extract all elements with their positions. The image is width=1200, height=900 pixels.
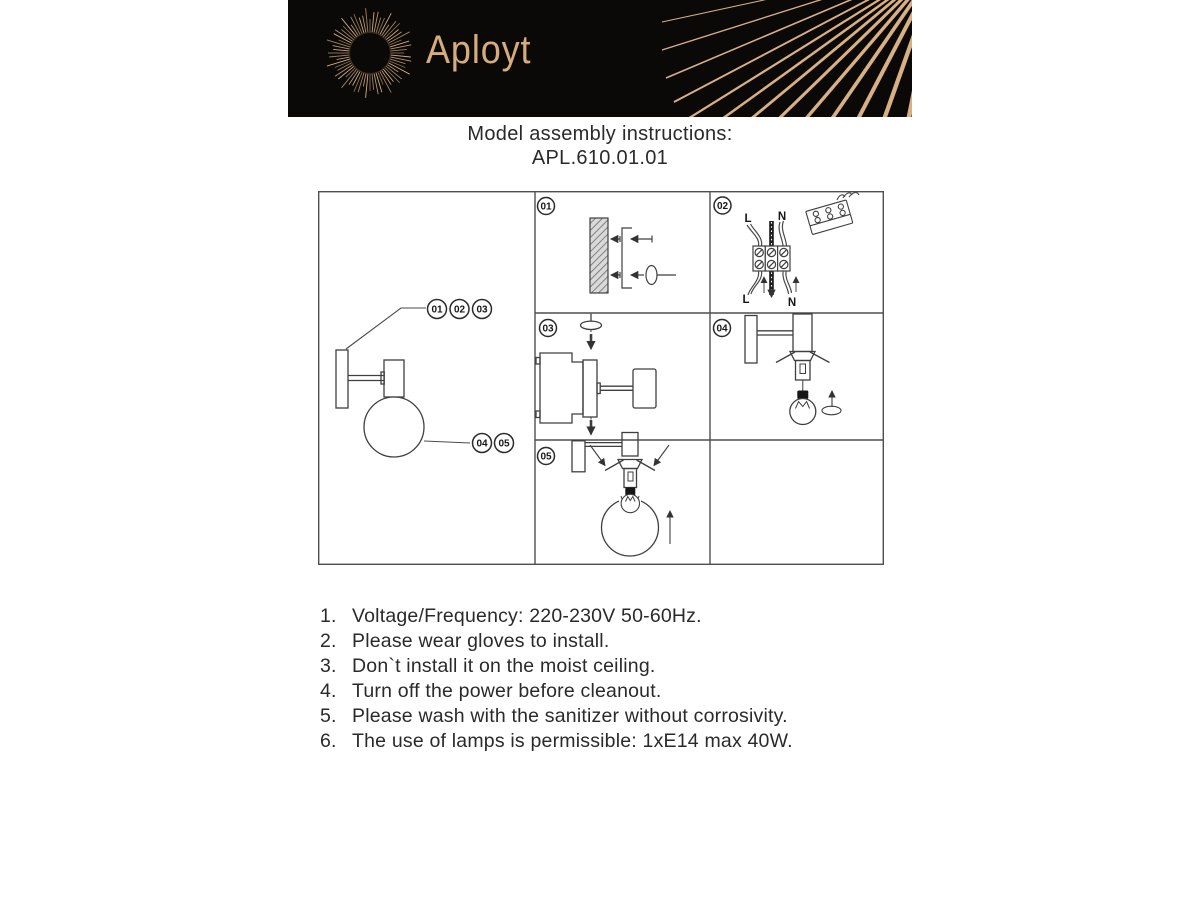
instruction-text: Please wash with the sanitizer without corrosivity. [352,704,788,727]
callout-01 [428,300,447,319]
wire-label-neutral-top: N [777,211,787,223]
wire-label-live-top: L [744,213,752,225]
callout-02 [450,300,469,319]
model-number: APL.610.01.01 [531,146,669,169]
step-04-label: 04 [716,323,728,335]
step-05-panel [572,433,670,557]
lamp-overview-drawing [336,308,470,457]
callout-04 [473,434,492,453]
step-02-badge [714,197,731,214]
callout-03 [473,300,492,319]
step-04-panel [745,314,841,425]
banner-art [288,0,912,117]
callout-02-label: 02 [453,304,466,316]
wire-label-neutral-bottom: N [787,297,797,309]
callout-05 [495,434,514,453]
instruction-text: Turn off the power before cleanout. [352,679,662,702]
callout-03-label: 03 [476,304,488,316]
assembly-diagram [318,191,884,565]
starburst-center [351,34,390,73]
instruction-item [320,729,793,754]
instruction-number: 5. [320,704,337,727]
instruction-item [320,604,793,629]
instruction-text: The use of lamps is permissible: 1xE14 max 40W. [352,729,793,752]
instruction-text: Please wear gloves to install. [352,629,610,652]
step-05-label: 05 [540,451,552,463]
instruction-number: 4. [320,679,337,702]
title-block [0,123,1200,170]
step-05-badge [538,448,555,465]
brand-banner [288,0,912,117]
instruction-number: 2. [320,629,337,652]
instruction-text: Don`t install it on the moist ceiling. [352,654,656,677]
step-02-label: 02 [716,201,729,212]
callout-05-label: 05 [498,438,510,450]
instruction-text: Voltage/Frequency: 220-230V 50-60Hz. [352,605,702,627]
step-01-badge [538,198,555,215]
rays-pattern [662,0,912,117]
brand-logo-text: Aployt [426,28,532,72]
callout-04-label: 04 [476,438,488,450]
instruction-number: 3. [320,654,337,677]
step-02-panel [747,193,859,297]
step-01-panel [590,218,676,293]
step-04-badge [714,320,731,337]
step-03-label: 03 [542,323,554,335]
sheet-title: Model assembly instructions: [467,123,733,145]
callout-01-label: 01 [431,304,443,316]
instruction-item [320,654,793,679]
instruction-item [320,704,793,729]
wire-label-live-bottom: L [742,294,750,306]
instruction-item [320,679,793,704]
step-01-label: 01 [540,201,552,213]
step-03-badge [540,320,557,337]
instructions-list [320,604,793,753]
instruction-number: 6. [320,729,337,752]
terminal-block-3d [806,200,853,235]
instruction-item [320,629,793,654]
instruction-number: 1. [320,605,337,627]
